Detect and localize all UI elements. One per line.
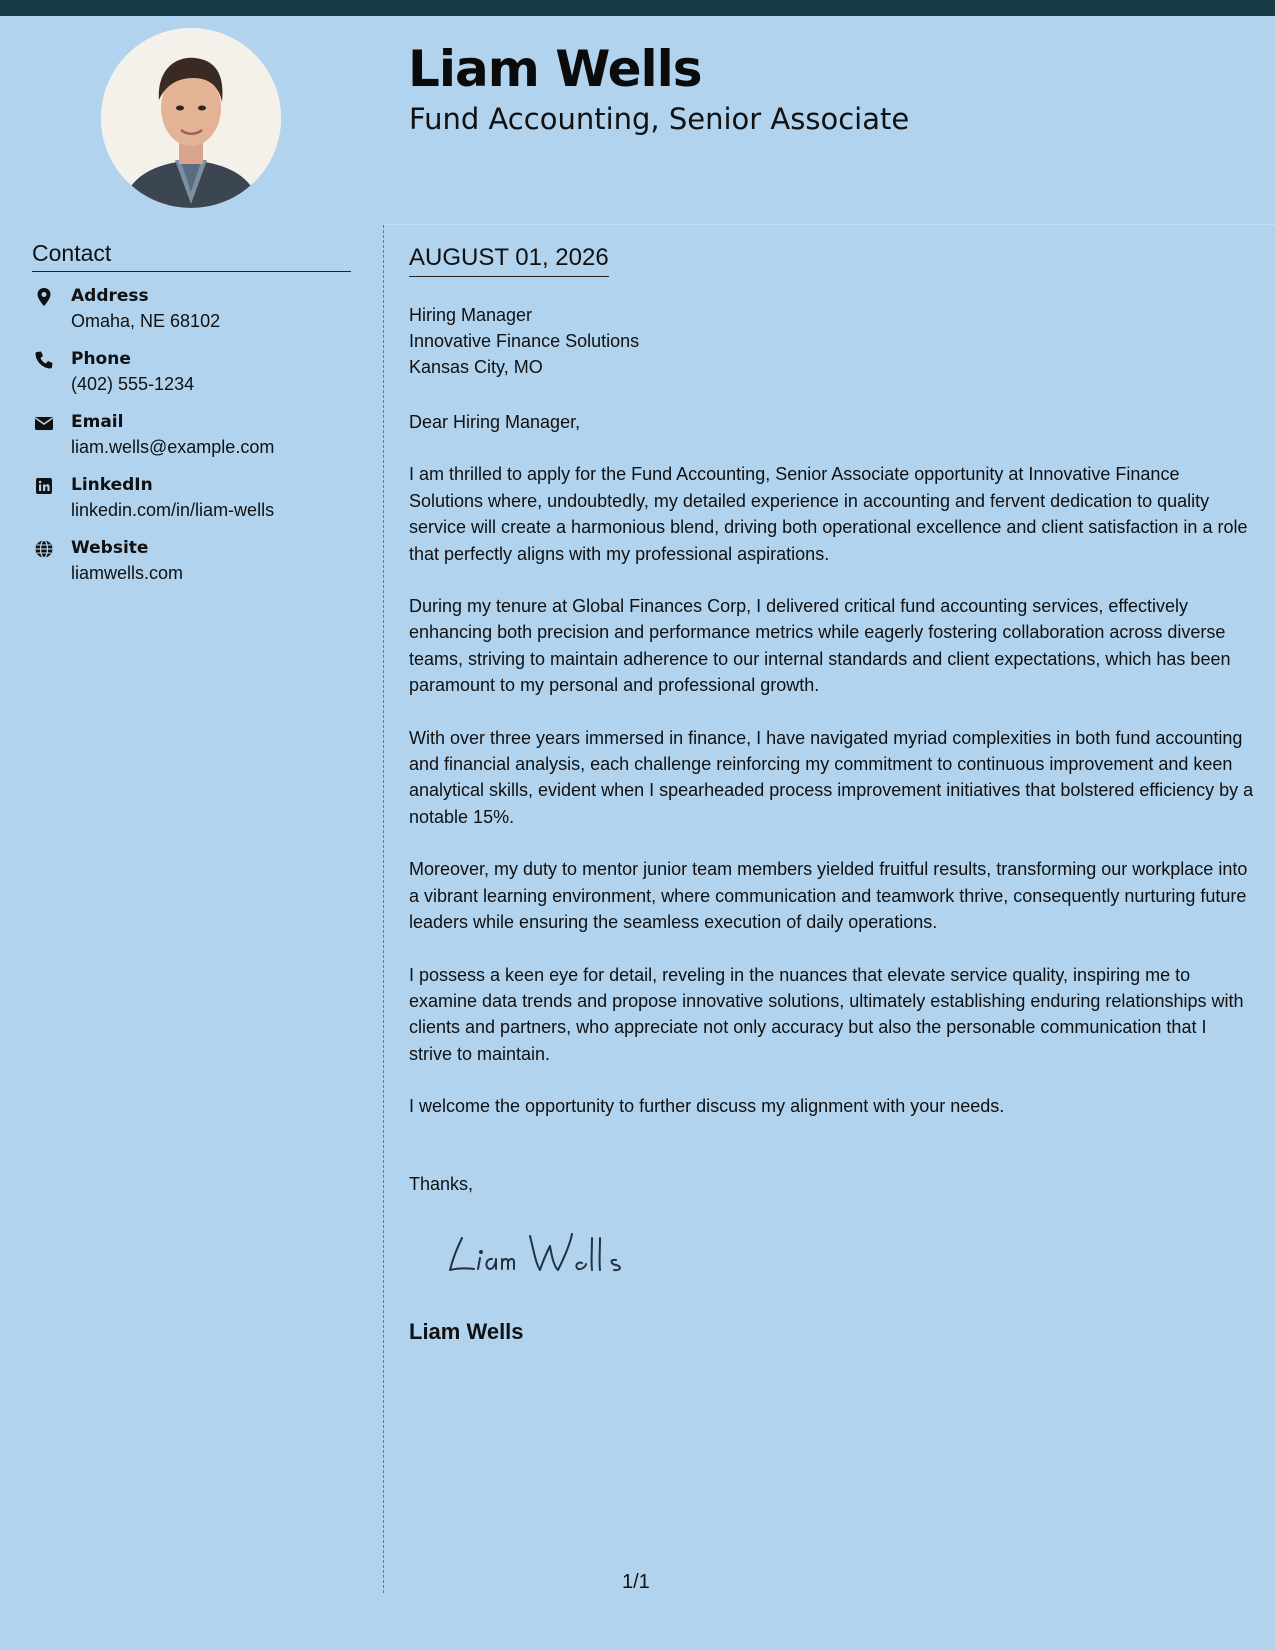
recipient-line: Hiring Manager [409,305,533,325]
body-paragraph: During my tenure at Global Finances Corp, I delivered critical fund accounting services, effectively enhancing both precision and performance metrics while eagerly fostering collaboration across diverse teams, striving to maintain adherence to our internal standards and client expectations, which has been paramount to my personal and professional growth. [409,596,1231,696]
globe-icon [34,539,54,559]
recipient-block [409,302,639,380]
contact-heading: Contact [32,240,351,272]
letter-body [409,409,1254,1146]
page-number: 1/1 [622,1571,650,1593]
body-paragraph: Moreover, my duty to mentor junior team members yielded fruitful results, transforming our workplace into a vibrant learning environment, where communication and teamwork thrive, consequently nurturing future leaders while ensuring the seamless execution of daily operations. [409,859,1248,933]
signer-name: Liam Wells [409,1319,524,1344]
body-paragraph: With over three years immersed in finance, I have navigated myriad complexities in both fund accounting and financial analysis, each challenge reinforcing my commitment to continuous improvement and keen analytical skills, evident when I spearheaded process improvement initiatives that bolstered efficiency by a notable 15%. [409,727,1254,827]
contact-value: linkedin.com/in/liam-wells [71,500,275,520]
contact-value: (402) 555-1234 [71,374,195,394]
contact-value: Omaha, NE 68102 [71,311,221,331]
body-paragraph: I welcome the opportunity to further discuss my alignment with your needs. [409,1096,1005,1117]
body-paragraph: I possess a keen eye for detail, reveling in the nuances that elevate service quality, inspiring me to examine data trends and propose innovative solutions, ultimately establishing enduring relationships with clients and partners, who appreciate not only accuracy but also the personable communication that I strive to maintain. [409,964,1244,1064]
recipient-line: Kansas City, MO [409,357,543,377]
contact-item-linkedin [32,473,362,536]
contact-label: Address [71,286,149,306]
contact-item-website [32,536,362,599]
envelope-icon [34,413,54,433]
handwritten-signature [444,1228,644,1280]
phone-icon [34,350,54,370]
header-divider [384,224,1275,225]
job-title: Fund Accounting, Senior Associate [409,102,910,136]
closing: Thanks, [409,1174,474,1194]
contact-value: liam.wells@example.com [71,437,275,457]
contact-label: LinkedIn [71,475,153,495]
body-paragraph: I am thrilled to apply for the Fund Accounting, Senior Associate opportunity at Innovative Finance Solutions where, undoubtedly, my detailed experience in accounting and fervent dedication to quality service will create a harmonious blend, driving both operational excellence and client satisfaction in a role that perfectly aligns with my professional aspirations. [409,464,1248,564]
contact-value: liamwells.com [71,563,184,583]
candidate-name: Liam Wells [408,40,702,98]
contact-item-phone [32,347,362,410]
recipient-line: Innovative Finance Solutions [409,331,640,351]
contact-item-email [32,410,362,473]
salutation: Dear Hiring Manager, [409,412,581,432]
contact-label: Email [71,412,124,432]
linkedin-icon [34,476,54,496]
contact-label: Website [71,538,149,558]
contact-item-address [32,284,362,347]
contact-label: Phone [71,349,131,369]
contact-list [32,284,362,599]
map-pin-icon [34,287,54,307]
profile-photo [101,28,281,208]
column-divider [383,225,384,1593]
letter-date: AUGUST 01, 2026 [409,244,609,277]
top-accent-bar [0,0,1275,16]
